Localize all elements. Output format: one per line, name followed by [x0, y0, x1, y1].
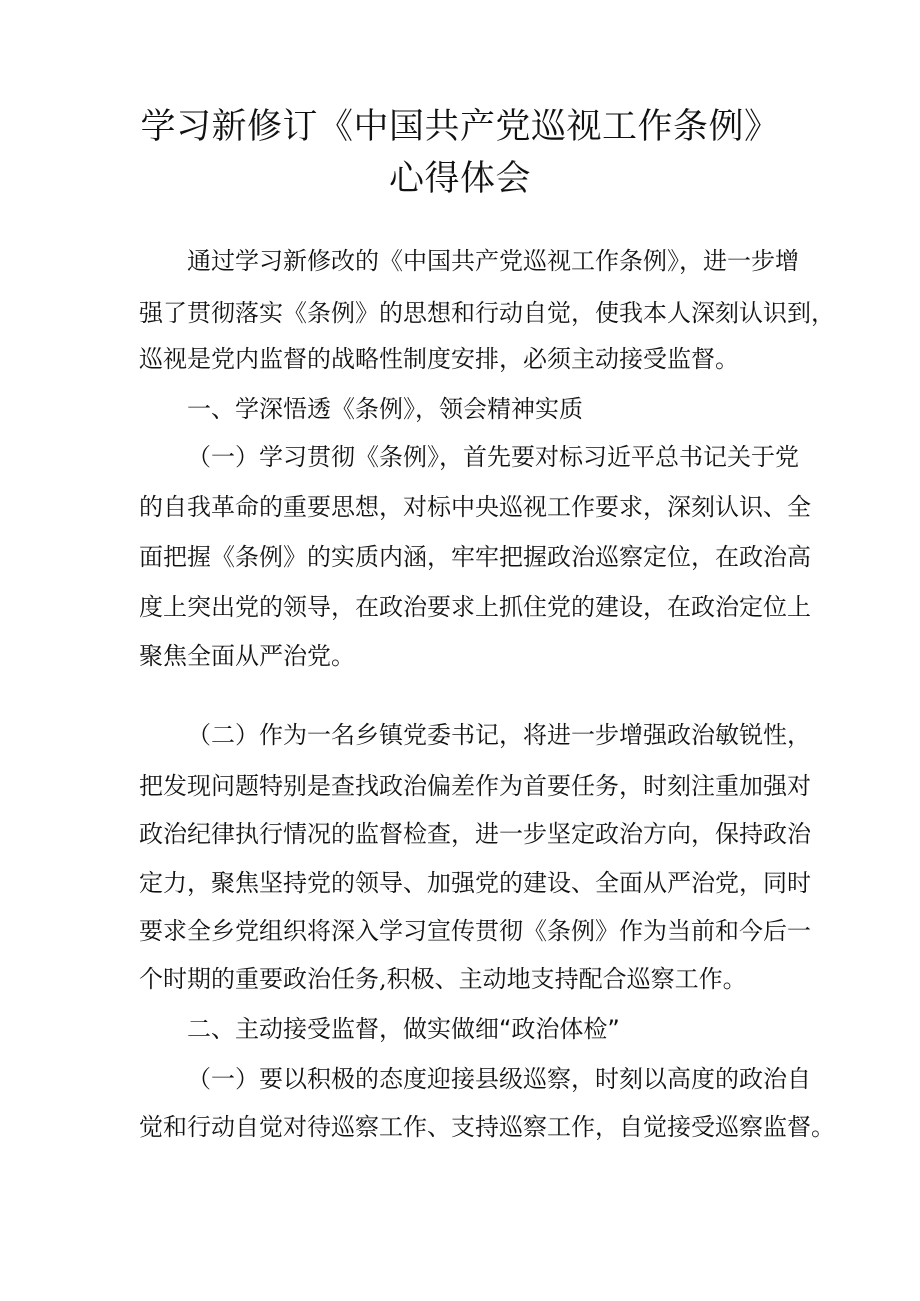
document-title: 学习新修订《中国共产党巡视工作条例》 [140, 107, 780, 147]
paragraph-line: 度上突出党的领导，在政治要求上抓住党的建设，在政治定位上 [139, 593, 811, 621]
intro-line: 巡视是党内监督的战略性制度安排，必须主动接受监督。 [139, 345, 739, 373]
paragraph-line: 要求全乡党组织将深入学习宣传贯彻《条例》作为当前和今后一 [139, 917, 811, 945]
paragraph-line: 定力，聚焦坚持党的领导、加强党的建设、全面从严治党，同时 [139, 869, 811, 897]
paragraph-line: （二）作为一名乡镇党委书记，将进一步增强政治敏锐性， [187, 721, 811, 749]
paragraph-line: 聚焦全面从严治党。 [139, 642, 355, 670]
intro-line: 强了贯彻落实《条例》的思想和行动自觉，使我本人深刻认识到， [139, 299, 835, 327]
section-heading: 一、学深悟透《条例》，领会精神实质 [187, 395, 583, 423]
paragraph-line: 面把握《条例》的实质内涵，牢牢把握政治巡察定位，在政治高 [139, 543, 811, 571]
paragraph-line: 政治纪律执行情况的监督检查，进一步坚定政治方向，保持政治 [139, 820, 811, 848]
section-heading: 二、主动接受监督，做实做细“政治体检” [187, 1015, 620, 1043]
paragraph-line: （一）要以积极的态度迎接县级巡察，时刻以高度的政治自 [187, 1065, 811, 1093]
paragraph-line: 个时期的重要政治任务,积极、主动地支持配合巡察工作。 [139, 965, 747, 993]
intro-line: 通过学习新修改的《中国共产党巡视工作条例》，进一步增 [187, 247, 799, 275]
document-subtitle: 心得体会 [388, 159, 531, 199]
paragraph-line: 把发现问题特别是查找政治偏差作为首要任务，时刻注重加强对 [139, 772, 811, 800]
paragraph-line: 觉和行动自觉对待巡察工作、支持巡察工作，自觉接受巡察监督。 [139, 1113, 835, 1141]
paragraph-line: 的自我革命的重要思想，对标中央巡视工作要求，深刻认识、全 [139, 493, 811, 521]
paragraph-line: （一）学习贯彻《条例》，首先要对标习近平总书记关于党 [187, 443, 799, 471]
